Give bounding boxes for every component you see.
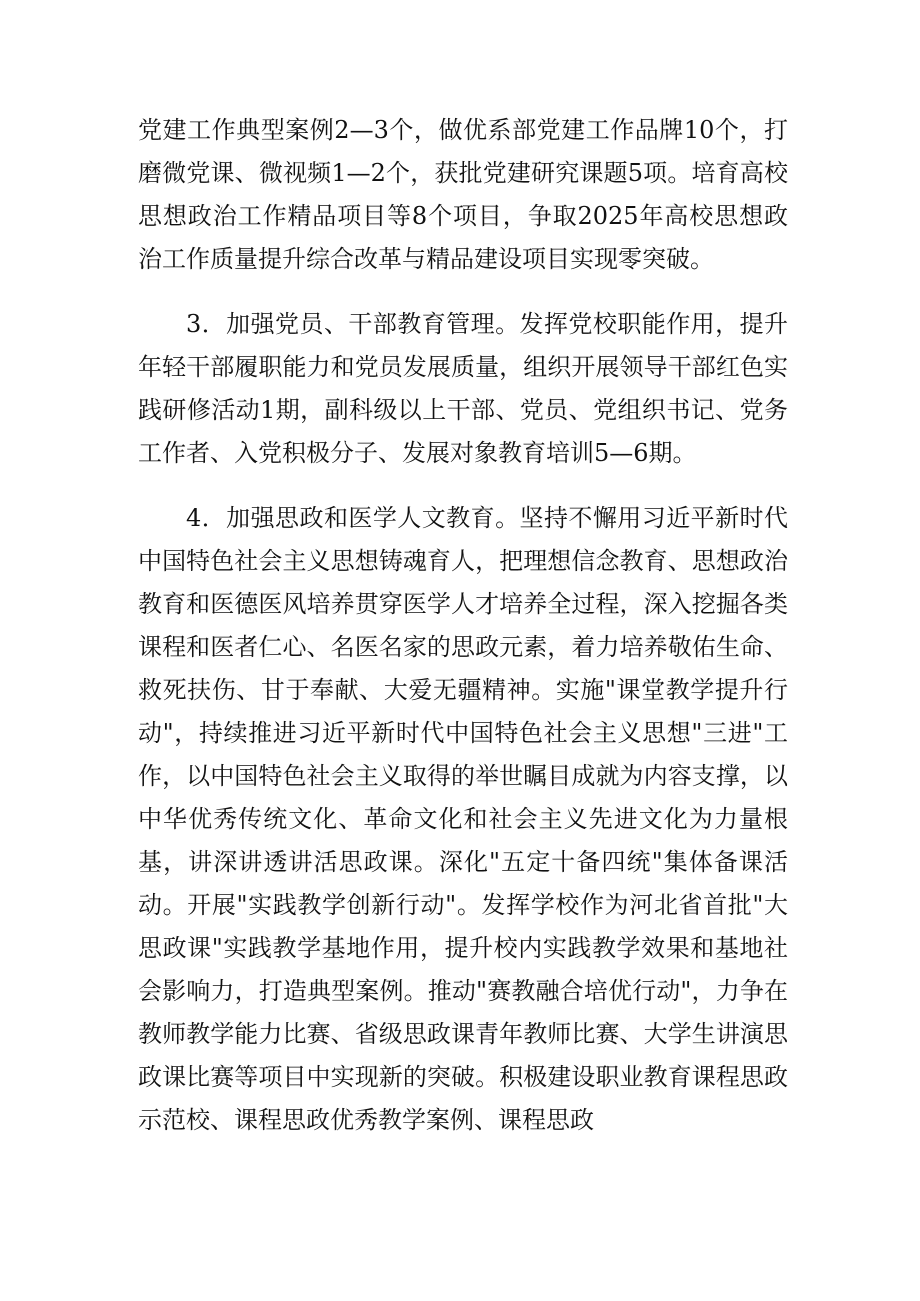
paragraph-section-4-ideological-education: 4．加强思政和医学人文教育。坚持不懈用习近平新时代中国特色社会主义思想铸魂育人，把理想信念教育、思想政治教育和医德医风培养贯穿医学人才培养全过程，深入挖掘各类课程和医者仁心、名医名家的思政元素，着力培养敬佑生命、救死扶伤、甘于奉献、大爱无疆精神。实施"课堂教学提升行动"，持续推进习近平新时代中国特色社会主义思想"三进"工作，以中国特色社会主义取得的举世瞩目成就为内容支撑，以中华优秀传统文化、革命文化和社会主义先进文化为力量根基，讲深讲透讲活思政课。深化"五定十备四统"集体备课活动。开展"实践教学创新行动"。发挥学校作为河北省首批"大思政课"实践教学基地作用，提升校内实践教学效果和基地社会影响力，打造典型案例。推动"赛教融合培优行动"，力争在教师教学能力比赛、省级思政课青年教师比赛、大学生讲演思政课比赛等项目中实现新的突破。积极建设职业教育课程思政示范校、课程思政优秀教学案例、课程思政 bbox=[138, 504, 788, 1134]
paragraph-section-3-cadre-education: 3．加强党员、干部教育管理。发挥党校职能作用，提升年轻干部履职能力和党员发展质量，组织开展领导干部红色实践研修活动1期，副科级以上干部、党员、党组织书记、党务工作者、入党积极分子、发展对象教育培训5—6期。 bbox=[138, 310, 788, 467]
paragraph-party-building-goals: 党建工作典型案例2—3个，做优系部党建工作品牌10个，打磨微党课、微视频1—2个，获批党建研究课题5项。培育高校思想政治工作精品项目等8个项目，争取2025年高校思想政治工作质量提升综合改革与精品建设项目实现零突破。 bbox=[138, 116, 788, 273]
document-body bbox=[138, 109, 788, 1142]
